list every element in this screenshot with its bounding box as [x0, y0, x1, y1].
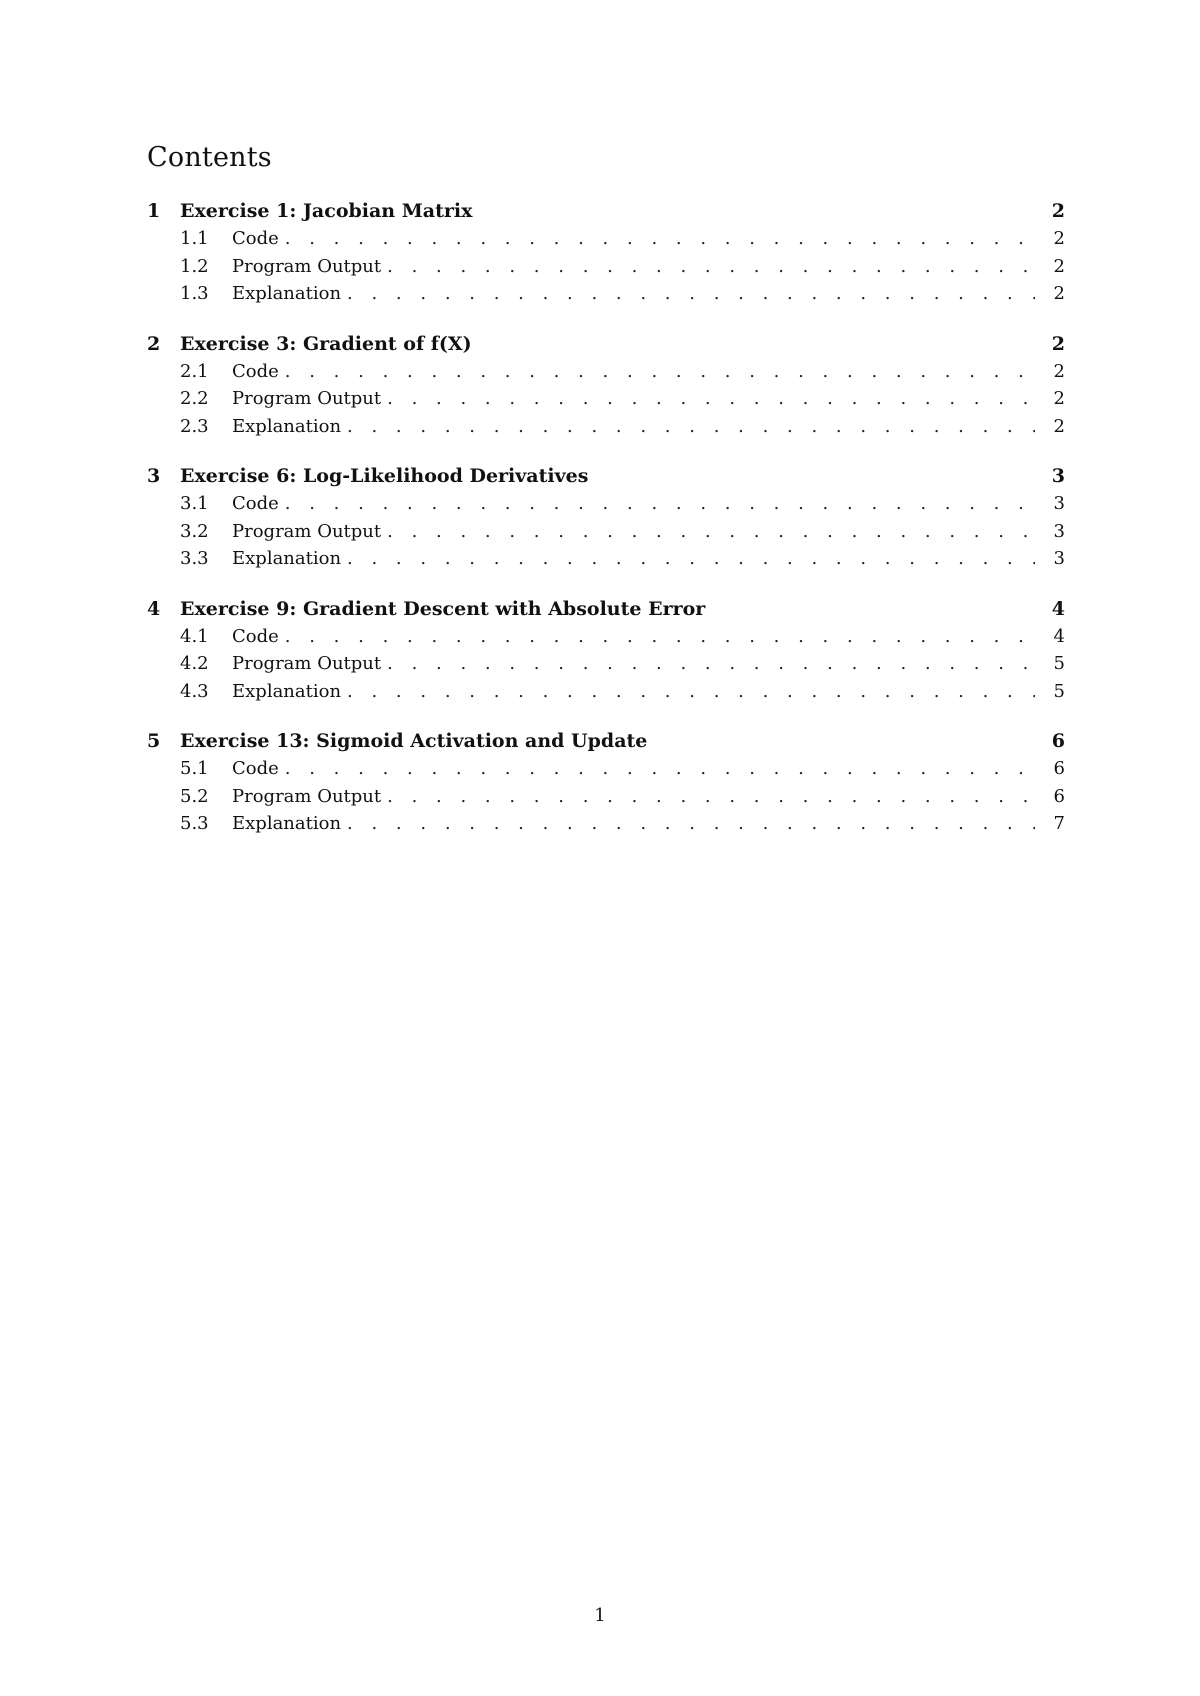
dot-leader	[387, 385, 1035, 413]
toc-subsection-entry[interactable]	[147, 385, 1065, 413]
toc-section-entry[interactable]	[147, 727, 1065, 755]
section-number: 2	[147, 332, 161, 355]
toc-section	[147, 727, 1065, 838]
section-page-number: 3	[1051, 465, 1065, 487]
subsection-number: 4.2	[180, 653, 209, 674]
subsection-page-number: 6	[1053, 785, 1065, 807]
dot-leader	[387, 253, 1035, 281]
subsection-title: Program Output	[232, 785, 382, 807]
toc-subsection-entry[interactable]	[147, 545, 1065, 573]
toc-section	[147, 330, 1065, 441]
toc-section-entry[interactable]	[147, 595, 1065, 623]
dot-leader	[285, 755, 1035, 783]
subsection-title: Code	[232, 493, 279, 514]
toc-subsection-entry[interactable]	[147, 783, 1065, 811]
subsection-page-number: 7	[1053, 813, 1065, 834]
dot-leader	[347, 413, 1035, 441]
dot-leader	[285, 623, 1035, 651]
subsection-page-number: 3	[1053, 493, 1065, 514]
table-of-contents	[147, 197, 1065, 860]
section-title: Exercise 3: Gradient of f(X)	[180, 332, 472, 355]
subsection-title: Explanation	[232, 813, 342, 834]
toc-subsection-entry[interactable]	[147, 225, 1065, 253]
toc-subsection-entry[interactable]	[147, 490, 1065, 518]
subsection-title: Explanation	[232, 415, 342, 437]
subsection-number: 1.2	[180, 255, 209, 277]
page-number: 1	[594, 1605, 606, 1626]
subsection-number: 3.1	[180, 493, 209, 514]
section-title: Exercise 6: Log-Likelihood Derivatives	[180, 465, 589, 487]
dot-leader	[285, 358, 1035, 386]
toc-section	[147, 197, 1065, 308]
subsection-number: 4.1	[180, 625, 209, 647]
dot-leader	[387, 783, 1035, 811]
toc-subsection-entry[interactable]	[147, 623, 1065, 651]
toc-subsection-entry[interactable]	[147, 650, 1065, 678]
subsection-number: 4.3	[180, 680, 209, 702]
toc-section-entry[interactable]	[147, 462, 1065, 490]
subsection-page-number: 2	[1053, 255, 1065, 277]
toc-title: Contents	[147, 142, 272, 173]
subsection-title: Code	[232, 228, 279, 249]
subsection-page-number: 3	[1053, 548, 1065, 569]
subsection-number: 2.1	[180, 360, 209, 382]
toc-subsection-entry[interactable]	[147, 413, 1065, 441]
subsection-title: Explanation	[232, 680, 342, 702]
section-number: 1	[147, 200, 161, 222]
toc-subsection-entry[interactable]	[147, 810, 1065, 838]
toc-section-entry[interactable]	[147, 197, 1065, 225]
subsection-number: 1.1	[180, 228, 209, 249]
subsection-title: Program Output	[232, 255, 382, 277]
subsection-page-number: 2	[1053, 283, 1065, 304]
section-page-number: 2	[1051, 332, 1065, 355]
dot-leader	[285, 490, 1035, 518]
subsection-page-number: 2	[1053, 388, 1065, 409]
toc-subsection-entry[interactable]	[147, 755, 1065, 783]
subsection-number: 3.2	[180, 520, 209, 542]
subsection-page-number: 2	[1053, 360, 1065, 382]
subsection-page-number: 3	[1053, 520, 1065, 542]
subsection-title: Program Output	[232, 388, 382, 409]
section-number: 3	[147, 465, 161, 487]
section-page-number: 2	[1051, 200, 1065, 222]
subsection-page-number: 6	[1053, 758, 1065, 779]
subsection-page-number: 2	[1053, 415, 1065, 437]
subsection-number: 1.3	[180, 283, 209, 304]
toc-section-entry[interactable]	[147, 330, 1065, 358]
dot-leader	[347, 810, 1035, 838]
subsection-number: 3.3	[180, 548, 209, 569]
subsection-number: 5.1	[180, 758, 209, 779]
subsection-title: Code	[232, 625, 279, 647]
dot-leader	[387, 518, 1035, 546]
subsection-number: 2.3	[180, 415, 209, 437]
section-number: 4	[147, 597, 161, 620]
subsection-page-number: 2	[1053, 228, 1065, 249]
toc-subsection-entry[interactable]	[147, 280, 1065, 308]
dot-leader	[347, 678, 1035, 706]
dot-leader	[347, 280, 1035, 308]
toc-section	[147, 462, 1065, 573]
subsection-number: 2.2	[180, 388, 209, 409]
subsection-title: Code	[232, 758, 279, 779]
section-title: Exercise 1: Jacobian Matrix	[180, 200, 473, 222]
subsection-title: Program Output	[232, 520, 382, 542]
toc-subsection-entry[interactable]	[147, 518, 1065, 546]
section-title: Exercise 13: Sigmoid Activation and Update	[180, 730, 648, 752]
section-page-number: 4	[1051, 597, 1065, 620]
toc-subsection-entry[interactable]	[147, 253, 1065, 281]
toc-section	[147, 595, 1065, 706]
subsection-number: 5.3	[180, 813, 209, 834]
subsection-title: Program Output	[232, 653, 382, 674]
subsection-title: Explanation	[232, 283, 342, 304]
section-page-number: 6	[1051, 730, 1065, 752]
dot-leader	[285, 225, 1035, 253]
subsection-title: Code	[232, 360, 279, 382]
toc-subsection-entry[interactable]	[147, 678, 1065, 706]
section-number: 5	[147, 730, 161, 752]
subsection-page-number: 4	[1053, 625, 1065, 647]
subsection-number: 5.2	[180, 785, 209, 807]
subsection-page-number: 5	[1053, 680, 1065, 702]
subsection-title: Explanation	[232, 548, 342, 569]
subsection-page-number: 5	[1053, 653, 1065, 674]
dot-leader	[387, 650, 1035, 678]
dot-leader	[347, 545, 1035, 573]
toc-subsection-entry[interactable]	[147, 358, 1065, 386]
section-title: Exercise 9: Gradient Descent with Absolute Error	[180, 597, 706, 620]
